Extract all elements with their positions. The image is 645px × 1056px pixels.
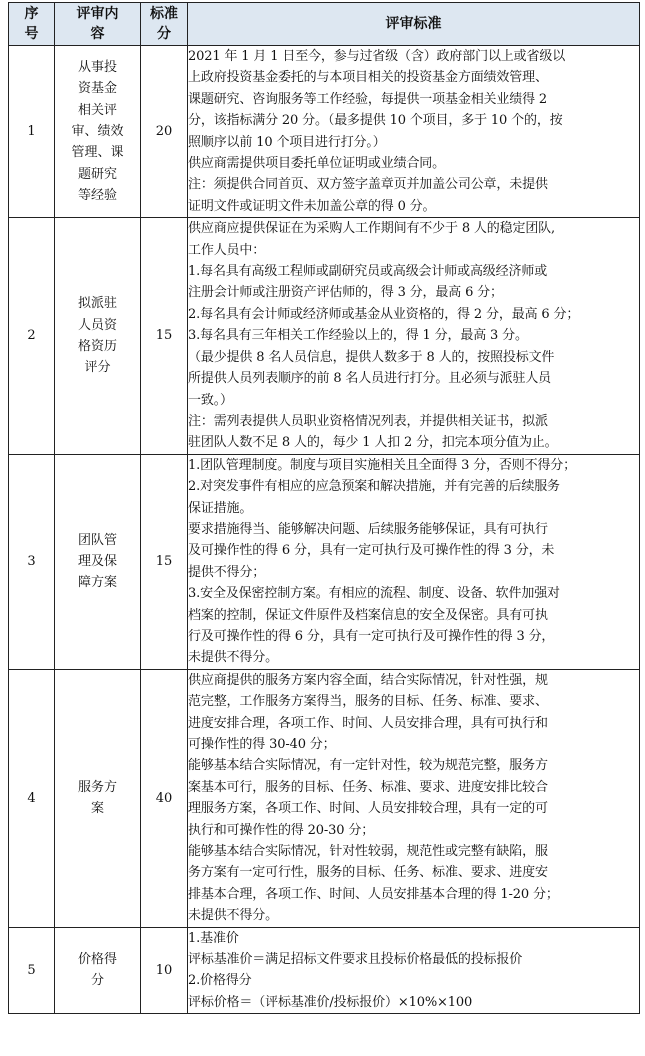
item-line: 服务方	[77, 779, 117, 795]
item-line: 相关评	[77, 102, 117, 118]
header-no: 序 号	[9, 3, 55, 46]
item-line: 格资历	[77, 338, 117, 354]
standard-line: 1.团队管理制度。制度与项目实施相关且全面得 3 分，否则不得分；	[188, 457, 576, 473]
standard-line: 注册会计师或注册资产评估师的，得 3 分，最高 6 分；	[188, 285, 503, 301]
evaluation-table	[8, 2, 640, 1014]
item-line: 从事投	[77, 59, 117, 75]
row-number: 1	[9, 46, 55, 218]
standard-line: 一致。）	[188, 392, 233, 408]
item-line: 题研究	[77, 166, 117, 182]
standard-line: 2.对突发事件有相应的应急预案和解决措施，并有完善的后续服务	[188, 479, 560, 495]
row-item	[55, 46, 141, 218]
standard-line: 注：需列表提供人员职业资格情况列表，并提供相关证书，拟派	[188, 413, 548, 429]
standard-line: 2.每名具有会计师或经济师或基金从业资格的，得 2 分，最高 6 分；	[188, 306, 580, 322]
table-row	[9, 218, 640, 454]
standard-line: 及可操作性的得 6 分，具有一定可执行及可操作性的得 3 分，未	[188, 543, 555, 559]
standard-line: 范完整，工作服务方案得当，服务的目标、任务、标准、要求、	[188, 694, 548, 710]
standard-line: 要求措施得当、能够解决问题、后续服务能够保证，具有可执行	[188, 521, 548, 537]
row-score: 15	[141, 218, 188, 454]
table-body	[9, 46, 640, 1014]
row-number: 5	[9, 927, 55, 1014]
standard-line: 行及可操作性的得 6 分，具有一定可执行及可操作性的得 3 分，	[188, 628, 555, 644]
item-line: 理及保	[77, 554, 117, 570]
standard-line: 课题研究、咨询服务等工作经验，每提供一项基金相关业绩得 2	[188, 91, 548, 107]
standard-line: 能够基本结合实际情况，针对性较弱，规范性或完整有缺陷，服	[188, 844, 548, 860]
header-score: 标准 分	[141, 3, 188, 46]
standard-line: 供应商需提供项目委托单位证明或业绩合同。	[188, 156, 446, 172]
row-number: 4	[9, 669, 55, 927]
item-line: 审、绩效	[71, 123, 124, 139]
table-row	[9, 46, 640, 218]
standard-line: 所提供人员列表顺序的前 8 名人员进行打分。且必须与派驻人员	[188, 371, 552, 387]
row-standard	[188, 927, 640, 1014]
row-standard	[188, 454, 640, 669]
item-line: 障方案	[77, 575, 117, 591]
standard-line: 3.安全及保密控制方案。有相应的流程、制度、设备、软件加强对	[188, 586, 560, 602]
item-line: 拟派驻	[77, 296, 117, 312]
standard-line: 未提供不得分。	[188, 650, 278, 666]
row-score: 10	[141, 927, 188, 1014]
standard-line: 执行和可操作性的得 20-30 分；	[188, 822, 375, 838]
standard-line: 2.价格得分	[188, 973, 252, 989]
standard-line: 进度安排合理，各项工作、时间、人员安排合理，具有可执行和	[188, 715, 548, 731]
table-row	[9, 669, 640, 927]
item-line: 评分	[84, 360, 111, 376]
item-line: 价格得	[77, 952, 117, 968]
item-line: 管理、课	[71, 145, 124, 161]
row-standard	[188, 218, 640, 454]
item-line: 分	[90, 973, 104, 989]
table-row	[9, 454, 640, 669]
row-item	[55, 669, 141, 927]
item-line: 团队管	[77, 532, 117, 548]
header-row	[9, 3, 640, 46]
row-item	[55, 454, 141, 669]
row-score: 20	[141, 46, 188, 218]
standard-line: 注：须提供合同首页、双方签字盖章页并加盖公司公章，未提供	[188, 177, 548, 193]
standard-line: 供应商提供的服务方案内容全面，结合实际情况，针对性强，规	[188, 672, 548, 688]
standard-line: 可操作性的得 30-40 分；	[188, 737, 336, 752]
row-standard	[188, 46, 640, 218]
item-line: 等经验	[77, 188, 117, 204]
standard-line: 1.每名具有高级工程师或副研究员或高级会计师或高级经济师或	[188, 264, 548, 280]
evaluation-table-container	[8, 2, 639, 1014]
standard-line: 评标基准价＝满足招标文件要求且投标价格最低的投标报价	[188, 952, 523, 968]
item-line: 案	[90, 801, 104, 817]
row-score: 40	[141, 669, 188, 927]
standard-line: 3.每名具有三年相关工作经验以上的，得 1 分，最高 3 分。	[188, 328, 528, 344]
standard-line: 务方案有一定可行性，服务的目标、任务、标准、要求、进度安	[188, 865, 548, 881]
standard-line: 照顺序以前 10 个项目进行打分。）	[188, 134, 386, 150]
standard-line: 分，该指标满分 20 分。（最多提供 10 个项目，多于 10 个的，按	[188, 113, 563, 129]
standard-line: 提供不得分；	[188, 564, 266, 580]
standard-line: 上政府投资基金委托的与本项目相关的投资基金方面绩效管理、	[188, 70, 548, 86]
standard-line: 未提供不得分。	[188, 908, 278, 924]
standard-line: 1.基准价	[188, 930, 239, 946]
standard-line: 证明文件或证明文件未加盖公章的得 0 分。	[188, 198, 436, 214]
standard-line: 保证措施。	[188, 500, 253, 516]
row-standard	[188, 669, 640, 927]
standard-line: 评标价格＝（评标基准价/投标报价）×10%×100	[188, 994, 473, 1010]
item-line: 资基金	[77, 81, 117, 97]
item-line: 人员资	[77, 317, 117, 333]
standard-line: 供应商应提供保证在为采购人工作期间有不少于 8 人的稳定团队,	[188, 221, 556, 237]
standard-line: 案基本可行，服务的目标、任务、标准、要求、进度安排比较合	[188, 779, 548, 795]
row-number: 2	[9, 218, 55, 454]
table-row	[9, 927, 640, 1014]
header-item: 评审内 容	[55, 3, 141, 46]
standard-line: （最少提供 8 名人员信息，提供人数多于 8 人的，按照投标文件	[188, 349, 555, 365]
row-item	[55, 218, 141, 454]
row-number: 3	[9, 454, 55, 669]
row-score: 15	[141, 454, 188, 669]
row-item	[55, 927, 141, 1014]
standard-line: 档案的控制，保证文件原件及档案信息的安全及保密。具有可执	[188, 607, 548, 623]
header-standard: 评审标准	[188, 3, 640, 46]
standard-line: 能够基本结合实际情况，有一定针对性，较为规范完整，服务方	[188, 758, 548, 774]
standard-line: 驻团队人数不足 8 人的，每少 1 人扣 2 分，扣完本项分值为止。	[188, 435, 558, 451]
standard-line: 排基本合理，各项工作、时间、人员安排基本合理的得 1-20 分；	[188, 886, 559, 902]
standard-line: 工作人员中：	[188, 242, 266, 258]
standard-line: 2021 年 1 月 1 日至今，参与过省级（含）政府部门以上或省级以	[188, 49, 566, 64]
standard-line: 理服务方案，各项工作、时间、人员安排较合理，具有一定的可	[188, 801, 548, 817]
